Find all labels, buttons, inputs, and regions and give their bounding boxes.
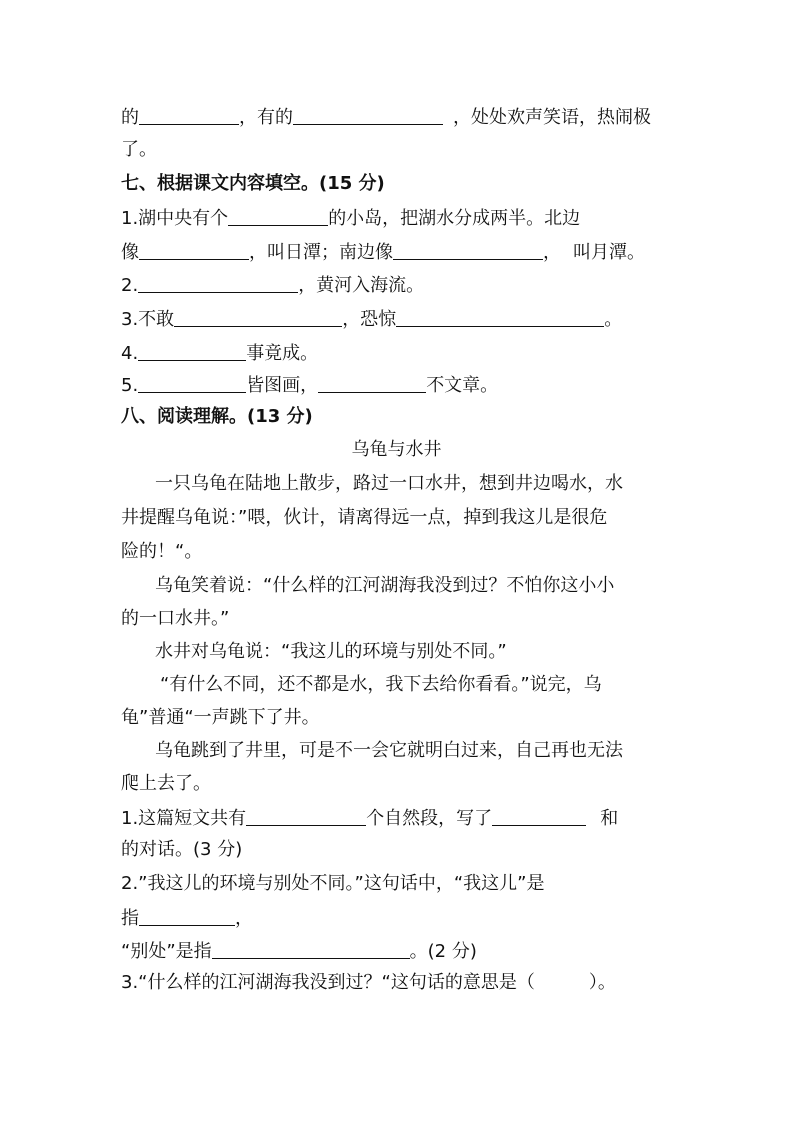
- s6-text-a: 的: [121, 107, 139, 128]
- passage-p1-line-2: 井提醒乌龟说：”喂，伙计，请离得远一点，掉到我这儿是很危: [121, 507, 608, 528]
- s7-q1-line-1: [121, 205, 681, 231]
- passage-p5-line-2: 爬上去了。: [121, 773, 211, 794]
- passage-p5-line-1: 乌龟跳到了井里，可是不一会它就明白过来，自己再也无法: [155, 740, 623, 761]
- s6-line-1: [121, 104, 681, 130]
- answer-blank[interactable]: [246, 805, 366, 826]
- s7-q1-text-e: ，: [543, 242, 561, 263]
- answer-blank[interactable]: [228, 205, 328, 226]
- section7-heading: 七、根据课文内容填空。(15 分): [121, 173, 385, 194]
- answer-blank[interactable]: [138, 272, 298, 293]
- section8-heading: 八、阅读理解。(13 分): [121, 406, 313, 427]
- s7-q5-text-a: 5.: [121, 375, 139, 396]
- passage-p4-line-1: “有什么不同，还不都是水，我下去给你看看。”说完，乌: [160, 674, 602, 695]
- answer-blank[interactable]: [138, 372, 246, 393]
- s8-q2-text-c: “别处”是指: [121, 941, 212, 962]
- s6-text-c: ，处处欢声笑语，热闹极: [453, 107, 651, 128]
- s7-q1-text-d: ，叫日潭；南边像: [249, 242, 393, 263]
- s7-q5: [121, 372, 681, 398]
- passage-title: 乌龟与水井: [351, 439, 442, 460]
- answer-blank[interactable]: [393, 239, 543, 260]
- s6-line-2: [121, 138, 681, 162]
- passage-p4-line-2: 龟”普通“一声跳下了井。: [121, 707, 320, 728]
- s7-q2-text-a: 2.: [121, 275, 139, 296]
- s8-q2-text-a: 指: [121, 908, 139, 929]
- passage-p2-line-1: 乌龟笑着说：“什么样的江河湖海我没到过？不怕你这小小: [155, 575, 615, 596]
- answer-blank[interactable]: [139, 239, 249, 260]
- answer-blank[interactable]: [396, 306, 604, 327]
- s8-q3: 3.“什么样的江河湖海我没到过？“这句话的意思是（ ）。: [121, 972, 616, 993]
- s8-q2-line-2: [121, 905, 681, 931]
- s7-q1-text-b: 的小岛，把湖水分成两半。北边: [328, 208, 581, 229]
- s8-q1-text-b: 个自然段，写了: [366, 808, 493, 829]
- passage-p1-line-3: 险的！“。: [121, 541, 203, 562]
- answer-blank[interactable]: [139, 905, 235, 926]
- s8-q2-line-3: [121, 938, 681, 964]
- answer-blank[interactable]: [174, 306, 342, 327]
- s8-q1-text-c: 和: [600, 808, 619, 829]
- s7-q1-text-a: 1.湖中央有个: [121, 208, 229, 229]
- answer-blank[interactable]: [212, 938, 410, 959]
- s7-q3-text-a: 3.不敢: [121, 309, 175, 330]
- answer-blank[interactable]: [138, 340, 246, 361]
- s7-q2-text-b: ，黄河入海流。: [298, 275, 425, 296]
- s8-q1-line-2: 的对话。(3 分): [121, 839, 243, 860]
- answer-blank[interactable]: [293, 104, 443, 125]
- s8-q2-text-d: 。(2 分): [409, 941, 477, 962]
- s7-q1-text-f: 叫月潭。: [573, 242, 645, 263]
- s8-q1-text-a: 1.这篇短文共有: [121, 808, 247, 829]
- passage-p1-line-1: 一只乌龟在陆地上散步，路过一口水井，想到井边喝水，水: [155, 473, 623, 494]
- s6-text-d: 了。: [121, 139, 157, 160]
- answer-blank[interactable]: [492, 805, 586, 826]
- s8-q2-text-b: ，: [235, 908, 253, 929]
- s7-q5-text-b: 皆图画，: [246, 375, 319, 396]
- s7-q1-line-2: [121, 239, 681, 265]
- s8-q1-line-1: [121, 805, 681, 831]
- s7-q2: [121, 272, 681, 298]
- s7-q4: [121, 340, 681, 366]
- passage-p2-line-2: 的一口水井。”: [121, 608, 230, 629]
- s7-q3-text-b: ，恐惊: [342, 309, 397, 330]
- s6-text-b: ，有的: [239, 107, 293, 128]
- s7-q3: [121, 306, 681, 332]
- passage-p3: 水井对乌龟说：“我这儿的环境与别处不同。”: [155, 641, 507, 662]
- s7-q4-text-a: 4.: [121, 343, 139, 364]
- s7-q4-text-b: 事竟成。: [246, 343, 319, 364]
- s8-q2-line-1: 2.”我这儿的环境与别处不同。”这句话中，“我这儿”是: [121, 873, 545, 894]
- s7-q5-text-c: 不文章。: [426, 375, 499, 396]
- answer-blank[interactable]: [318, 372, 426, 393]
- answer-blank[interactable]: [139, 104, 239, 125]
- s7-q3-text-c: 。: [604, 309, 623, 330]
- s7-q1-text-c: 像: [121, 242, 139, 263]
